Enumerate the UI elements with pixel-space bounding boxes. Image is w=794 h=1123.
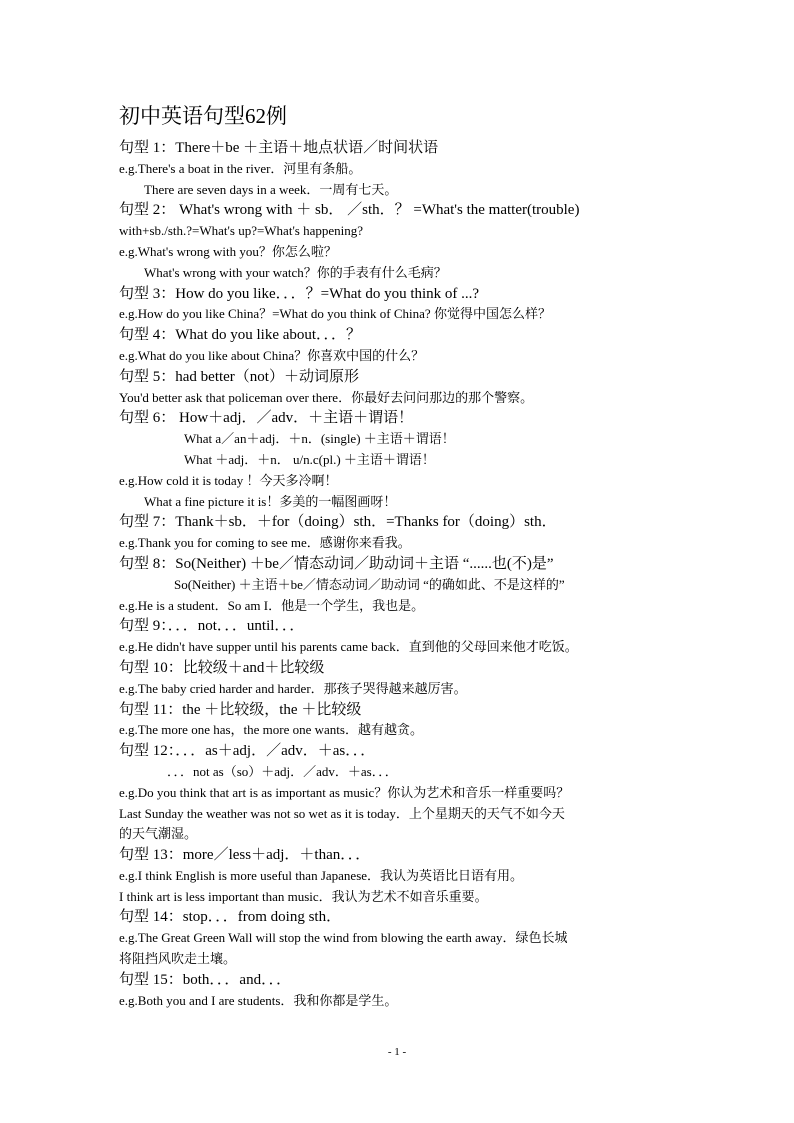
text-line: e.g.How do you like China？=What do you think of China? 你觉得中国怎么样？ <box>119 306 551 322</box>
text-line: e.g.He didn't have supper until his parents came back．直到他的父母回来他才吃饭。 <box>119 639 578 655</box>
text-line: You'd better ask that policeman over there．你最好去问问那边的那个警察。 <box>119 389 534 405</box>
text-line: e.g.Do you think that art is as important as music？你认为艺术和音乐一样重要吗？ <box>119 784 570 800</box>
text-line: 的天气潮湿。 <box>119 826 198 842</box>
text-line: e.g.He is a student．So am I．他是一个学生，我也是。 <box>119 597 425 613</box>
pattern-heading: 句型 9：．．．not．．．until．．． <box>119 618 305 635</box>
text-line: Last Sunday the weather was not so wet as it is today．上个星期天的天气不如今天 <box>119 805 565 821</box>
document-body <box>119 138 675 1011</box>
text-line: What a／an＋adj．＋n．(single) ＋主语＋谓语！ <box>184 431 455 447</box>
text-line: What a fine picture it is！多美的一幅图画呀！ <box>144 493 397 509</box>
text-line: What ＋adj．＋n． u/n.c(pl.) ＋主语＋谓语！ <box>184 451 435 467</box>
text-line: So(Neither) ＋主语＋be／情态动词／助动词 “的确如此、不是这样的” <box>174 576 565 592</box>
text-line: e.g.The more one has，the more one wants．越有越贪。 <box>119 722 423 738</box>
text-line: e.g.The baby cried harder and harder．那孩子哭得越来越厉害。 <box>119 680 467 696</box>
text-line: 将阻挡风吹走土壤。 <box>119 951 237 967</box>
text-line: What's wrong with your watch？你的手表有什么毛病？ <box>144 264 447 280</box>
pattern-heading: 句型 6： How＋adj．／adv．＋主语＋谓语！ <box>119 410 414 427</box>
text-line: e.g.The Great Green Wall will stop the wind from blowing the earth away．绿色长城 <box>119 930 568 946</box>
text-line: There are seven days in a week．一周有七天。 <box>144 181 398 197</box>
text-line: e.g.I think English is more useful than Japanese．我认为英语比日语有用。 <box>119 867 524 883</box>
pattern-heading: 句型 7：Thank＋sb．＋for（doing）sth．=Thanks for（doing）sth． <box>119 514 557 531</box>
text-line: e.g.Thank you for coming to see me．感谢你来看我。 <box>119 535 411 551</box>
text-line: e.g.What's wrong with you？你怎么啦？ <box>119 243 337 259</box>
pattern-heading: 句型 2： What's wrong with ＋ sb． ／sth．？ =What's the matter(trouble) <box>119 202 580 219</box>
pattern-heading: 句型 5：had better（not）＋动词原形 <box>119 368 359 385</box>
document-title: 初中英语句型62例 <box>119 104 287 128</box>
pattern-heading: 句型 4：What do you like about．．．？ <box>119 327 362 344</box>
text-line: ．．．not as（so）＋adj．／adv．＋as．．． <box>167 763 398 779</box>
text-line: I think art is less important than music．我认为艺术不如音乐重要。 <box>119 888 488 904</box>
pattern-heading: 句型 1：There＋be ＋主语＋地点状语／时间状语 <box>119 140 439 156</box>
text-line: e.g.How cold it is today ！今天多冷啊！ <box>119 472 338 488</box>
text-line: e.g.There's a boat in the river．河里有条船。 <box>119 160 362 176</box>
pattern-heading: 句型 12：．．．as＋adj．／adv．＋as．．． <box>119 743 376 760</box>
text-line: e.g.Both you and I are students．我和你都是学生。 <box>119 992 398 1008</box>
pattern-heading: 句型 10：比较级＋and＋比较级 <box>119 659 325 676</box>
text-line: with+sb./sth.?=What's up?=What's happening? <box>119 223 364 239</box>
pattern-heading: 句型 13：more／less＋adj．＋than．．． <box>119 847 371 864</box>
pattern-heading: 句型 8：So(Neither) ＋be／情态动词／助动词＋主语 “......也(不)是” <box>119 555 554 572</box>
page-number: - 1 - <box>387 1046 407 1058</box>
pattern-heading: 句型 3：How do you like．．．？=What do you think of ...? <box>119 285 480 302</box>
text-line: e.g.What do you like about China？你喜欢中国的什么？ <box>119 347 425 363</box>
pattern-heading: 句型 14：stop．．．from doing sth． <box>119 909 342 926</box>
pattern-heading: 句型 15：both．．．and．．． <box>119 971 292 988</box>
pattern-heading: 句型 11：the ＋比较级，the ＋比较级 <box>119 701 362 718</box>
